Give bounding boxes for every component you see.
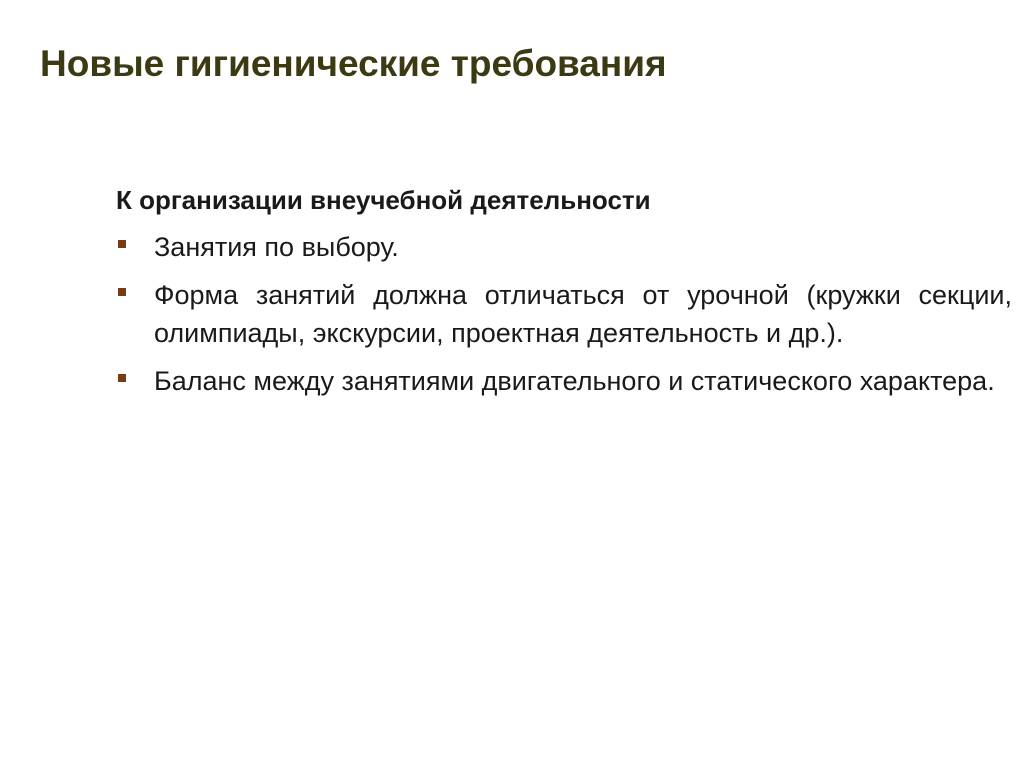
section-subheading: К организации внеучебной деятельности: [116, 185, 651, 215]
bullet-item: [116, 228, 1012, 266]
bullet-text: Форма занятий должна отличаться от урочной (кружки секции, олимпиады, экскурсии, проектная деятельность и др.).: [154, 280, 1012, 348]
square-bullet-icon: [118, 288, 126, 296]
slide-content: [116, 180, 1012, 410]
slide-title: Новые гигиенические требования: [40, 43, 667, 84]
bullet-item: [116, 362, 1012, 400]
square-bullet-icon: [118, 374, 126, 382]
bullet-item: [116, 276, 1012, 352]
square-bullet-icon: [118, 240, 126, 248]
bullet-text: Занятия по выбору.: [154, 232, 399, 262]
bullet-list: [116, 228, 1012, 400]
bullet-text: Баланс между занятиями двигательного и статического характера.: [154, 366, 995, 396]
